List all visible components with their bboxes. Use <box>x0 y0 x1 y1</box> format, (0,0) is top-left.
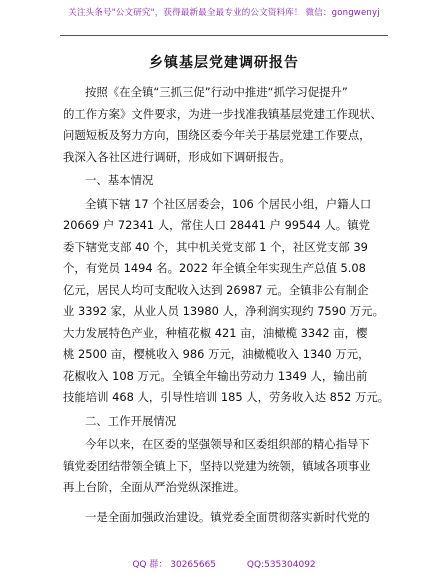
paragraph-line: 花椒收入 108 万元。全镇全年输出劳动力 1349 人，输出前 <box>63 368 368 383</box>
paragraph-line: 问题短板及努力方向，围绕区委今年关于基层党建工作要点， <box>63 128 371 142</box>
paragraph-line: 个，有党员 1494 名。2022 年全镇全年实现生产总值 5.08 <box>63 261 366 275</box>
footer-qq: QQ:535304092 <box>246 560 316 570</box>
footer-qq-group: QQ 群： 30265665 <box>132 560 217 570</box>
paragraph-line: 20669 户 72341 人，常住人口 28441 户 99544 人。镇党 <box>63 218 370 232</box>
paragraph-line: 我深入各社区进行调研，形成如下调研报告。 <box>63 149 291 164</box>
paragraph-line: 今年以来，在区委的坚强领导和区委组织部的精心指导下 <box>85 437 370 451</box>
section-heading: 一、基本情况 <box>85 173 154 187</box>
paragraph-line: 再上台阶，全面从严治党纵深推进。 <box>63 480 246 494</box>
document-title: 乡镇基层党建调研报告 <box>149 55 299 71</box>
section-heading: 二、工作开展情况 <box>85 413 177 428</box>
footer-contact <box>0 557 448 570</box>
paragraph-line: 桃 2500 亩，樱桃收入 986 万元，油橄榄收入 1340 万元， <box>63 347 370 361</box>
paragraph-line: 技能培训 468 人，引导性培训 185 人，劳务收入达 852 万元。 <box>63 390 390 404</box>
paragraph-line: 按照《在全镇“三抓三促”行动中推进“抓学习促提升” <box>85 85 348 99</box>
paragraph-line: 亿元，居民人均可支配收入达到 26987 元。全镇非公有制企 <box>63 282 369 297</box>
paragraph-line: 业 3392 家，从业人员 13980 人，净利润实现约 7590 万元。 <box>63 304 384 318</box>
document-body <box>63 82 390 528</box>
paragraph-line: 大力发展特色产业，种植花椒 421 亩，油橄榄 3342 亩，樱 <box>63 325 368 340</box>
paragraph-line: 的工作方案》文件要求，为进一步找准我镇基层党建工作现状、 <box>63 106 382 121</box>
header-divider <box>60 35 388 36</box>
paragraph-line: 一是全面加强政治建设。镇党委全面贯彻落实新时代党的 <box>85 509 370 524</box>
paragraph-line: 全镇下辖 17 个社区居委会，106 个居民小组，户籍人口 <box>85 196 372 211</box>
paragraph-line: 镇党委团结带领全镇上下，坚持以党建为统领，镇域各项事业 <box>63 458 371 473</box>
paragraph-line: 委下辖党支部 40 个，其中机关党支部 1 个，社区党支部 39 <box>63 239 368 254</box>
header-promo-note: 关注头条号"公文研究"，获得最新最全最专业的公文资料库！ 微信：gongwenyj <box>68 8 380 18</box>
